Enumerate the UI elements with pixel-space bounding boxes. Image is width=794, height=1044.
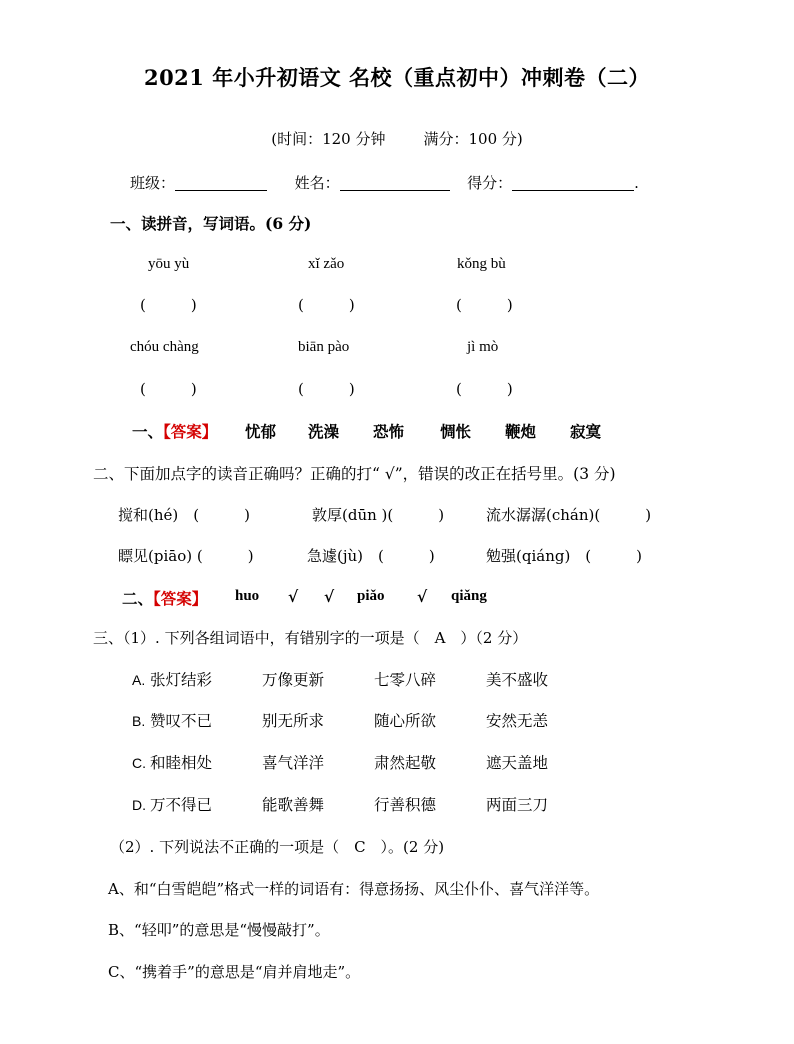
q2-answer-2: √ [288, 587, 299, 606]
pinyin-2: xǐ zǎo [308, 256, 345, 272]
exam-meta [0, 128, 794, 149]
page-title: 2021 年小升初语文 名校（重点初中）冲刺卷（二） [143, 65, 651, 90]
option-d-word-1: 万不得已 [150, 796, 213, 814]
name-label: 姓名： [294, 174, 340, 192]
option-c-word-3: 肃然起敬 [374, 754, 437, 772]
q2-answer-line [122, 587, 207, 609]
option-c-word-4: 遮天盖地 [486, 754, 549, 772]
pinyin-5: biān pào [298, 339, 350, 355]
answer-blank-6[interactable]: ( ) [456, 380, 513, 398]
answer-blank-1[interactable]: ( ) [140, 296, 197, 314]
time-limit: (时间：120 分钟 [271, 130, 386, 148]
q1-answer-line [132, 420, 217, 442]
option-c-word-1: 和睦相处 [150, 754, 213, 772]
q2-answer-5: √ [417, 587, 428, 606]
q3-line-b: B、“轻叩”的意思是“慢慢敲打”。 [108, 921, 330, 939]
q2-item-2: 敦厚(dūn )( ) [312, 506, 445, 524]
answer-blank-3[interactable]: ( ) [456, 296, 513, 314]
option-d-word-3: 行善积德 [374, 796, 437, 814]
full-score: 满分：100 分) [423, 130, 523, 148]
option-c-letter: C. [132, 755, 146, 771]
q1-answer-5: 鞭炮 [505, 422, 537, 441]
option-a-word-1: 张灯结彩 [150, 671, 213, 689]
option-b-word-1: 赞叹不已 [150, 712, 213, 730]
option-a-word-2: 万像更新 [262, 671, 325, 689]
q1-answer-prefix: 一、 [132, 422, 164, 441]
pinyin-6: jì mò [467, 339, 499, 355]
q2-item-4: 瞟见(piāo) ( ) [118, 547, 254, 565]
q1-answer-1: 忧郁 [245, 422, 277, 441]
answer-blank-2[interactable]: ( ) [298, 296, 355, 314]
q2-item-1: 搅和(hé) ( ) [118, 506, 250, 524]
q3-sub2-heading: （2）. 下列说法不正确的一项是（ C ）。(2 分) [110, 838, 445, 856]
answer-blank-5[interactable]: ( ) [298, 380, 355, 398]
option-a-letter: A. [132, 672, 146, 688]
score-blank[interactable] [512, 174, 634, 191]
class-label: 班级： [130, 174, 176, 192]
option-b-word-4: 安然无恙 [486, 712, 549, 730]
option-b-word-2: 别无所求 [262, 712, 325, 730]
student-info-line [130, 172, 639, 193]
q2-answer-1: huo [235, 588, 260, 604]
option-d-word-4: 两面三刀 [486, 796, 549, 814]
name-blank[interactable] [340, 174, 450, 191]
info-end: . [634, 174, 639, 192]
q3-heading: 三、（1）. 下列各组词语中，有错别字的一项是（ A ）（2 分） [93, 629, 528, 647]
q2-answer-6: qiǎng [451, 588, 487, 604]
q1-answer-3: 恐怖 [373, 422, 405, 441]
q2-answer-4: piǎo [357, 588, 385, 604]
option-a-word-3: 七零八碎 [374, 671, 437, 689]
q2-item-3: 流水潺潺(chán)( ) [486, 506, 652, 524]
option-a-word-4: 美不盛收 [486, 671, 549, 689]
class-blank[interactable] [175, 174, 267, 191]
q1-answer-2: 洗澡 [308, 422, 340, 441]
q2-answer-3: √ [324, 587, 335, 606]
option-d-word-2: 能歌善舞 [262, 796, 325, 814]
q1-heading: 一、读拼音，写词语。(6 分) [110, 214, 312, 233]
q2-answer-label: 【答案】 [153, 589, 208, 608]
score-label: 得分： [467, 174, 513, 192]
q2-item-6: 勉强(qiáng) ( ) [486, 547, 643, 565]
pinyin-1: yōu yù [148, 256, 190, 272]
option-d-letter: D. [132, 797, 146, 813]
q1-answer-label: 【答案】 [163, 422, 218, 441]
pinyin-3: kǒng bù [457, 256, 506, 272]
q2-heading: 二、下面加点字的读音正确吗？正确的打“ √”，错误的改正在括号里。(3 分) [93, 465, 616, 483]
q3-line-c: C、“携着手”的意思是“肩并肩地走”。 [108, 963, 361, 981]
q2-item-5: 急遽(jù) ( ) [307, 547, 435, 565]
q1-answer-6: 寂寞 [570, 422, 602, 441]
answer-blank-4[interactable]: ( ) [140, 380, 197, 398]
option-c-word-2: 喜气洋洋 [262, 754, 325, 772]
q1-answer-4: 惆怅 [440, 422, 472, 441]
q3-line-a: A、和“白雪皑皑”格式一样的词语有：得意扬扬、风尘仆仆、喜气洋洋等。 [108, 880, 600, 898]
q2-answer-prefix: 二、 [122, 589, 154, 608]
option-b-word-3: 随心所欲 [374, 712, 437, 730]
pinyin-4: chóu chàng [130, 339, 199, 355]
option-b-letter: B. [132, 713, 146, 729]
